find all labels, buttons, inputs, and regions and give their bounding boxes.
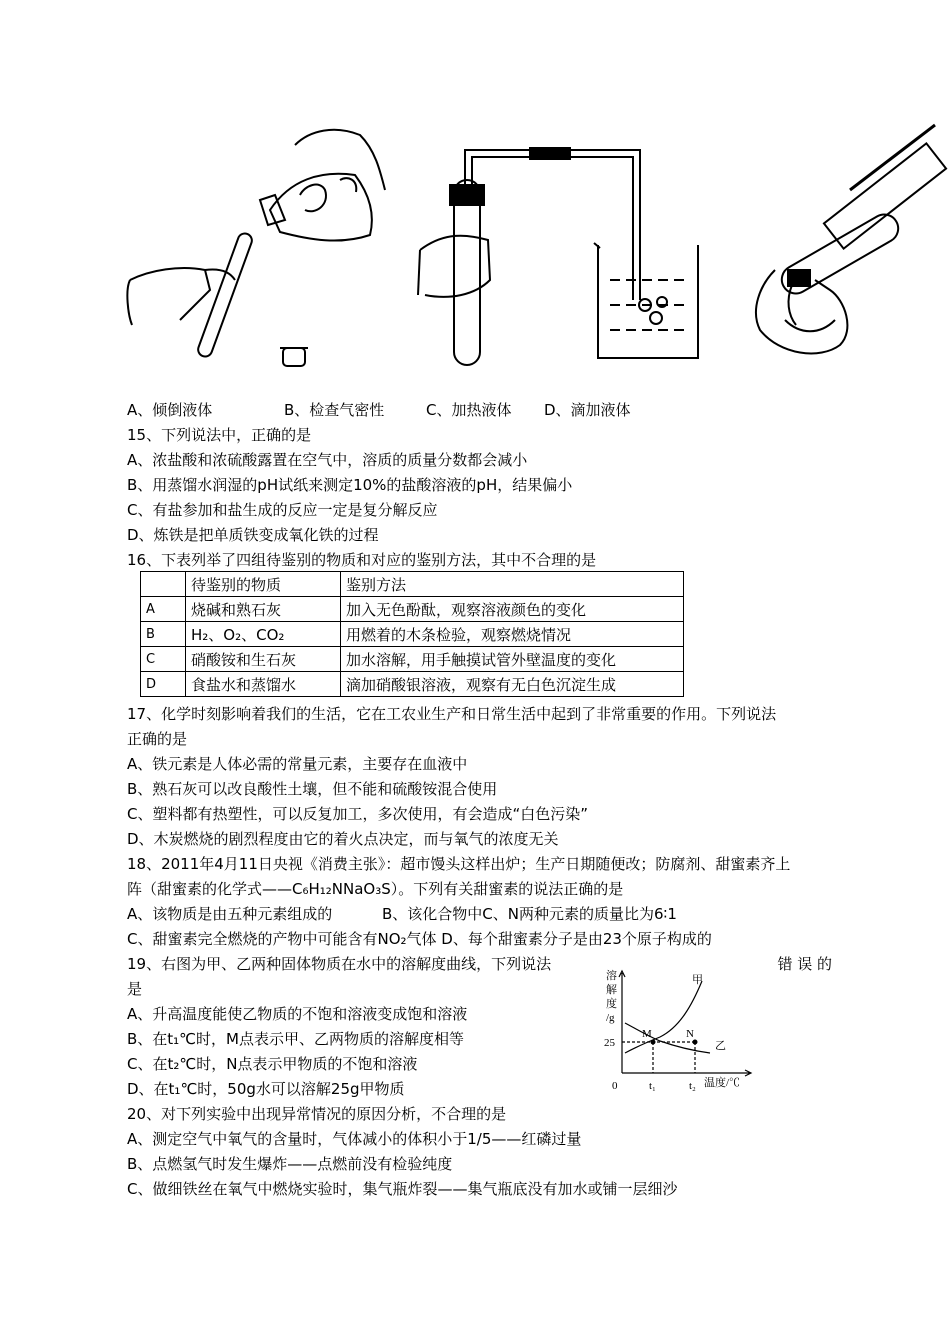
curve-yi-label: 乙 [715, 1040, 726, 1052]
t2-label: t₂ [689, 1080, 696, 1092]
q14-option-b: B、检查气密性 [284, 401, 385, 419]
y-axis [619, 971, 625, 1073]
table-row [141, 672, 684, 697]
q19-option-d: D、在t₁℃时，50g水可以溶解25g甲物质 [127, 1080, 405, 1098]
q20-option-b: B、点燃氢气时发生爆炸——点燃前没有检验纯度 [127, 1155, 453, 1173]
curve-yi [625, 1023, 710, 1053]
q15-option-b: B、用蒸馏水润湿的pH试纸来测定10%的盐酸溶液的pH，结果偏小 [127, 476, 573, 494]
pouring-liquid-illustration [127, 130, 385, 366]
table-cell: 硝酸铵和生石灰 [186, 647, 341, 672]
q20-option-a: A、测定空气中氧气的含量时，气体减小的体积小于1/5——红磷过量 [127, 1130, 582, 1148]
table-cell: C [141, 647, 186, 672]
q15-option-c: C、有盐参加和盐生成的反应一定是复分解反应 [127, 501, 438, 519]
q20-option-c: C、做细铁丝在氧气中燃烧实验时，集气瓶炸裂——集气瓶底没有加水或铺一层细沙 [127, 1180, 678, 1198]
q14-option-d: D、滴加液体 [544, 401, 631, 419]
table-cell: H₂、O₂、CO₂ [186, 622, 341, 647]
q14-option-c: C、加热液体 [426, 401, 512, 419]
q17-option-a: A、铁元素是人体必需的常量元素，主要存在血液中 [127, 755, 468, 773]
q19-option-c: C、在t₂℃时，N点表示甲物质的不饱和溶液 [127, 1055, 418, 1073]
point-m [651, 1040, 656, 1045]
table-cell: 加水溶解，用手触摸试管外壁温度的变化 [341, 647, 684, 672]
ylabel-char: /g [606, 1012, 615, 1024]
q14-option-a: A、倾倒液体 [127, 401, 213, 419]
q19-option-a: A、升高温度能使乙物质的不饱和溶液变成饱和溶液 [127, 1005, 468, 1023]
table-row [141, 647, 684, 672]
point-n [693, 1040, 698, 1045]
point-m-label: M [642, 1028, 652, 1040]
q16-stem: 16、下表列举了四组待鉴别的物质和对应的鉴别方法，其中不合理的是 [127, 551, 597, 569]
q20-stem: 20、对下列实验中出现异常情况的原因分析，不合理的是 [127, 1105, 507, 1123]
point-n-label: N [686, 1028, 694, 1040]
solubility-curve-graph [600, 965, 760, 1095]
table-cell: 烧碱和熟石灰 [186, 597, 341, 622]
q17-stem-line2: 正确的是 [127, 730, 188, 748]
q18-option-a: A、该物质是由五种元素组成的 [127, 905, 333, 923]
table-header-row [141, 572, 684, 597]
heating-liquid-illustration [756, 125, 946, 353]
ylabel-char: 溶 [606, 970, 617, 982]
q17-stem-line1: 17、化学时刻影响着我们的生活，它在工农业生产和日常生活中起到了非常重要的作用。下列说法 [127, 705, 777, 723]
q15-option-d: D、炼铁是把单质铁变成氧化铁的过程 [127, 526, 379, 544]
q18-stem-line2: 阵（甜蜜素的化学式——C₆H₁₂NNaO₃S）。下列有关甜蜜素的说法正确的是 [127, 880, 624, 898]
table-row [141, 622, 684, 647]
q15-option-a: A、浓盐酸和浓硫酸露置在空气中，溶质的质量分数都会减小 [127, 451, 528, 469]
lab-operations-figure [120, 120, 950, 390]
q14-options [127, 398, 631, 422]
table-cell: B [141, 622, 186, 647]
airtightness-check-illustration [418, 148, 698, 365]
q19-stem-left: 19、右图为甲、乙两种固体物质在水中的溶解度曲线，下列说法 [127, 955, 552, 973]
q18-stem-line1: 18、2011年4月11日央视《消费主张》：超市馒头这样出炉；生产日期随便改；防腐剂、甜蜜素齐上 [127, 855, 791, 873]
table-header-cell: 鉴别方法 [341, 572, 684, 597]
table-cell: D [141, 672, 186, 697]
q17-option-b: B、熟石灰可以改良酸性土壤，但不能和硫酸铵混合使用 [127, 780, 498, 798]
table-cell: A [141, 597, 186, 622]
q17-option-c: C、塑料都有热塑性，可以反复加工，多次使用，有会造成“白色污染” [127, 805, 589, 823]
q18-options-cd: C、甜蜜素完全燃烧的产物中可能含有NO₂气体 D、每个甜蜜素分子是由23个原子构成的 [127, 930, 712, 948]
q19-stem-line2: 是 [127, 980, 143, 998]
table-cell: 滴加硝酸银溶液，观察有无白色沉淀生成 [341, 672, 684, 697]
ylabel-char: 解 [606, 984, 617, 996]
table-cell: 加入无色酚酞，观察溶液颜色的变化 [341, 597, 684, 622]
t1-label: t₁ [649, 1080, 656, 1092]
table-header-cell: 待鉴别的物质 [186, 572, 341, 597]
table-cell: 食盐水和蒸馏水 [186, 672, 341, 697]
ylabel-char: 度 [606, 998, 617, 1010]
x-axis [622, 1070, 751, 1076]
q17-option-d: D、木炭燃烧的剧烈程度由它的着火点决定，而与氧气的浓度无关 [127, 830, 559, 848]
table-header-cell [141, 572, 186, 597]
q15-stem: 15、下列说法中，正确的是 [127, 426, 312, 444]
q18-option-b: B、该化合物中C、N两种元素的质量比为6∶1 [382, 905, 677, 923]
q19-stem-right: 错 误 的 [777, 955, 832, 973]
ytick-label: 25 [604, 1037, 615, 1049]
xlabel: 温度/℃ [704, 1077, 741, 1089]
table-cell: 用燃着的木条检验，观察燃烧情况 [341, 622, 684, 647]
q16-table [140, 571, 684, 697]
q18-options-ab [127, 902, 677, 926]
q19-option-b: B、在t₁℃时，M点表示甲、乙两物质的溶解度相等 [127, 1030, 464, 1048]
curve-jia-label: 甲 [692, 974, 703, 986]
table-row [141, 597, 684, 622]
origin-label: 0 [612, 1080, 618, 1092]
